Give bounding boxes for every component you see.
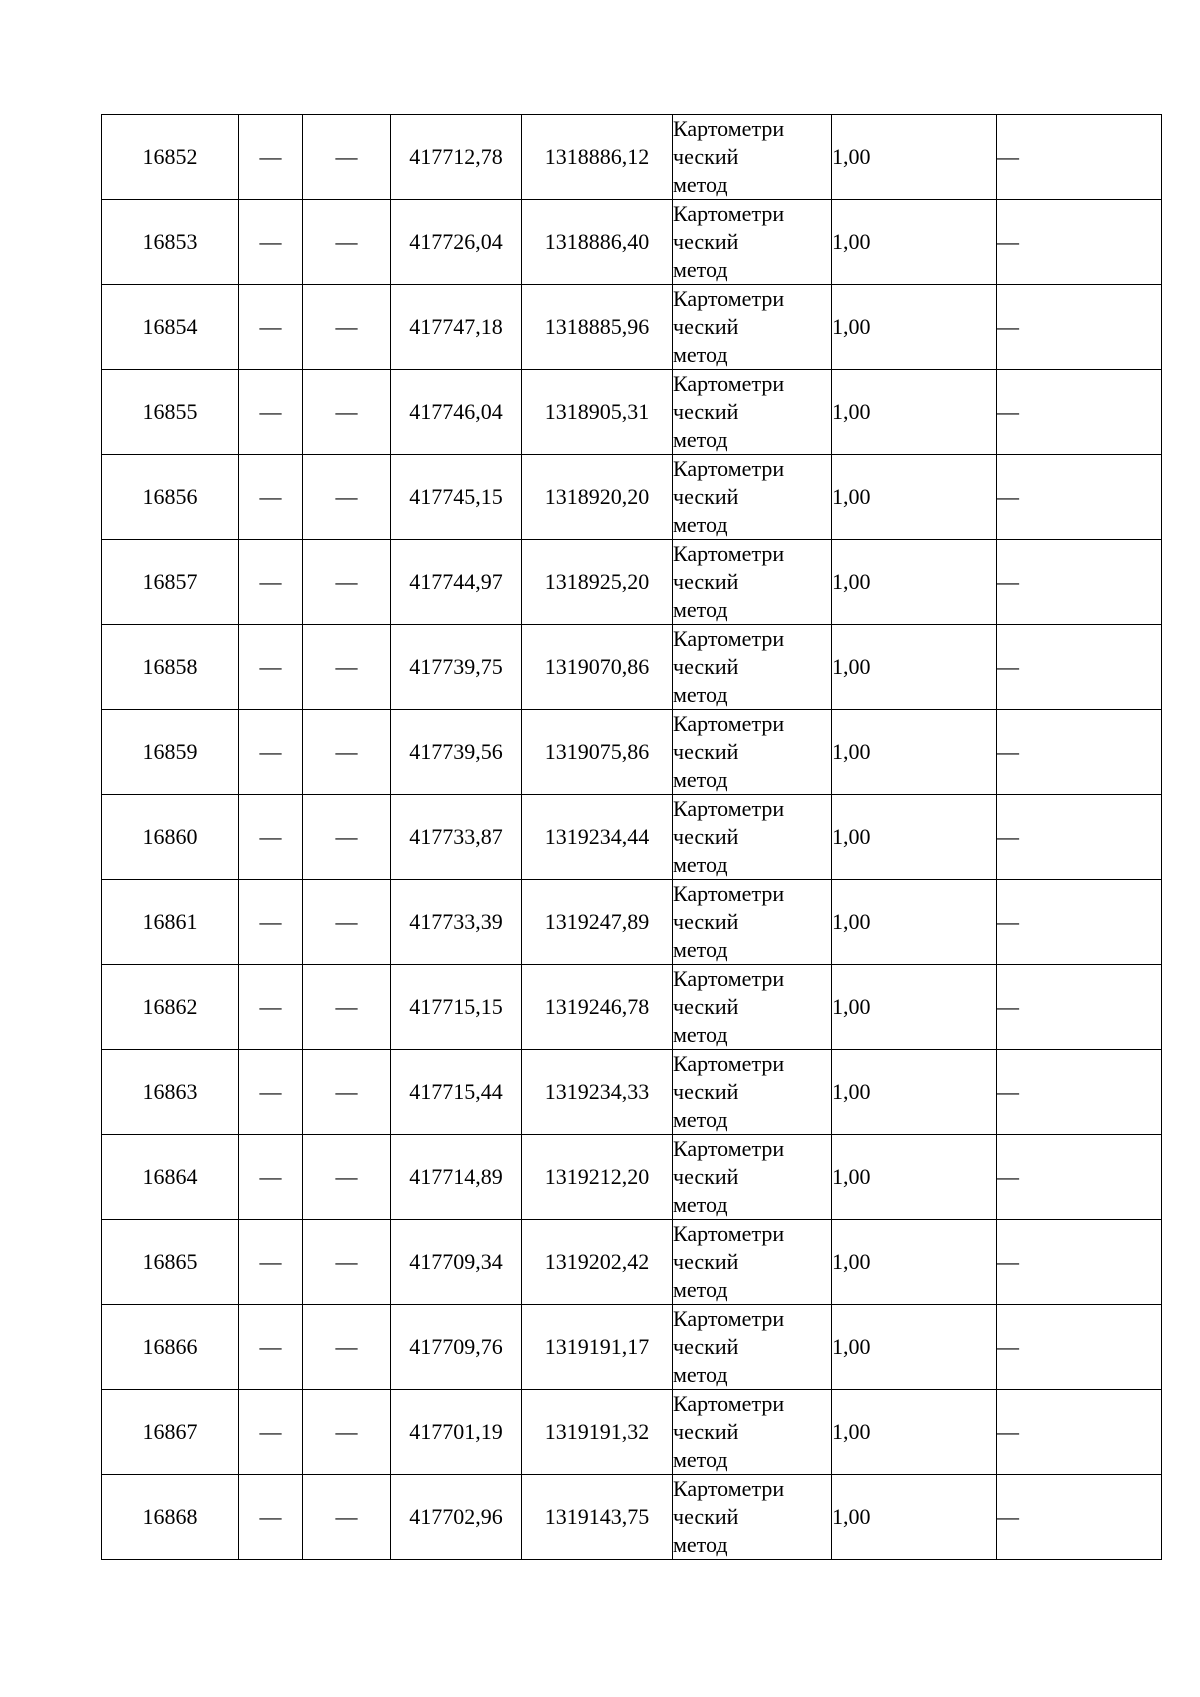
accuracy-cell: 1,00 [832, 455, 997, 540]
coordinate-x-cell: 417746,04 [391, 370, 522, 455]
method-text-line: ческий [673, 824, 739, 849]
method-cell [673, 285, 832, 370]
empty-cell: — [997, 880, 1162, 965]
method-cell [673, 1135, 832, 1220]
empty-cell: — [303, 965, 391, 1050]
method-cell [673, 710, 832, 795]
table-row [102, 370, 1162, 455]
coordinate-y-cell: 1319075,86 [522, 710, 673, 795]
method-text-line: ческий [673, 1079, 739, 1104]
empty-cell: — [239, 1135, 303, 1220]
method-cell [673, 1220, 832, 1305]
accuracy-cell: 1,00 [832, 710, 997, 795]
coordinate-x-cell: 417744,97 [391, 540, 522, 625]
method-text-line: метод [673, 1022, 728, 1047]
coordinate-y-cell: 1319070,86 [522, 625, 673, 710]
coordinate-y-cell: 1319191,32 [522, 1390, 673, 1475]
method-cell [673, 455, 832, 540]
coordinate-y-cell: 1318886,40 [522, 200, 673, 285]
method-text-line: метод [673, 172, 728, 197]
coordinate-y-cell: 1319247,89 [522, 880, 673, 965]
method-text-line: ческий [673, 739, 739, 764]
empty-cell: — [303, 115, 391, 200]
method-cell [673, 625, 832, 710]
method-text-line: Картометри [673, 1476, 785, 1501]
method-cell [673, 1050, 832, 1135]
empty-cell: — [997, 625, 1162, 710]
accuracy-cell: 1,00 [832, 795, 997, 880]
accuracy-cell: 1,00 [832, 880, 997, 965]
empty-cell: — [303, 795, 391, 880]
coordinate-x-cell: 417733,87 [391, 795, 522, 880]
method-text-line: ческий [673, 994, 739, 1019]
coordinate-y-cell: 1318920,20 [522, 455, 673, 540]
empty-cell: — [239, 1475, 303, 1560]
table-row [102, 285, 1162, 370]
method-text-line: метод [673, 1532, 728, 1557]
method-text-line: ческий [673, 1334, 739, 1359]
empty-cell: — [239, 370, 303, 455]
empty-cell: — [239, 1305, 303, 1390]
empty-cell: — [303, 200, 391, 285]
empty-cell: — [239, 115, 303, 200]
coordinate-x-cell: 417702,96 [391, 1475, 522, 1560]
method-text-line: метод [673, 512, 728, 537]
accuracy-cell: 1,00 [832, 1050, 997, 1135]
method-text-line: Картометри [673, 966, 785, 991]
method-text-line: метод [673, 937, 728, 962]
empty-cell: — [303, 1390, 391, 1475]
method-cell [673, 115, 832, 200]
method-cell [673, 965, 832, 1050]
point-number-cell: 16864 [102, 1135, 239, 1220]
empty-cell: — [303, 1305, 391, 1390]
empty-cell: — [997, 710, 1162, 795]
method-text-line: метод [673, 1447, 728, 1472]
empty-cell: — [239, 625, 303, 710]
method-text-line: ческий [673, 484, 739, 509]
table-row [102, 795, 1162, 880]
accuracy-cell: 1,00 [832, 625, 997, 710]
empty-cell: — [239, 880, 303, 965]
method-text-line: ческий [673, 314, 739, 339]
empty-cell: — [239, 1220, 303, 1305]
accuracy-cell: 1,00 [832, 115, 997, 200]
table-row [102, 880, 1162, 965]
empty-cell: — [303, 1475, 391, 1560]
empty-cell: — [239, 1050, 303, 1135]
method-text-line: Картометри [673, 711, 785, 736]
method-cell [673, 795, 832, 880]
point-number-cell: 16853 [102, 200, 239, 285]
table-row [102, 965, 1162, 1050]
point-number-cell: 16861 [102, 880, 239, 965]
empty-cell: — [239, 795, 303, 880]
empty-cell: — [303, 880, 391, 965]
method-cell [673, 1475, 832, 1560]
coordinates-table [101, 114, 1162, 1560]
coordinate-x-cell: 417709,34 [391, 1220, 522, 1305]
method-cell [673, 200, 832, 285]
point-number-cell: 16857 [102, 540, 239, 625]
method-text-line: ческий [673, 229, 739, 254]
method-text-line: метод [673, 257, 728, 282]
empty-cell: — [303, 540, 391, 625]
empty-cell: — [997, 285, 1162, 370]
coordinate-x-cell: 417733,39 [391, 880, 522, 965]
coordinate-y-cell: 1319143,75 [522, 1475, 673, 1560]
table-row [102, 710, 1162, 795]
table-row [102, 540, 1162, 625]
method-text-line: Картометри [673, 1136, 785, 1161]
method-text-line: ческий [673, 569, 739, 594]
coordinate-x-cell: 417701,19 [391, 1390, 522, 1475]
coordinate-x-cell: 417747,18 [391, 285, 522, 370]
table-row [102, 1050, 1162, 1135]
empty-cell: — [303, 285, 391, 370]
method-text-line: Картометри [673, 1051, 785, 1076]
method-text-line: метод [673, 597, 728, 622]
accuracy-cell: 1,00 [832, 1390, 997, 1475]
coordinate-y-cell: 1319202,42 [522, 1220, 673, 1305]
method-text-line: метод [673, 1192, 728, 1217]
method-text-line: метод [673, 852, 728, 877]
method-cell [673, 1390, 832, 1475]
method-text-line: метод [673, 1107, 728, 1132]
method-text-line: метод [673, 342, 728, 367]
method-text-line: ческий [673, 1249, 739, 1274]
method-cell [673, 540, 832, 625]
coordinate-x-cell: 417739,56 [391, 710, 522, 795]
empty-cell: — [997, 115, 1162, 200]
method-cell [673, 370, 832, 455]
method-text-line: ческий [673, 399, 739, 424]
point-number-cell: 16863 [102, 1050, 239, 1135]
empty-cell: — [303, 710, 391, 795]
empty-cell: — [239, 1390, 303, 1475]
table-row [102, 625, 1162, 710]
point-number-cell: 16856 [102, 455, 239, 540]
point-number-cell: 16862 [102, 965, 239, 1050]
method-text-line: метод [673, 427, 728, 452]
empty-cell: — [997, 1475, 1162, 1560]
table-row [102, 1390, 1162, 1475]
point-number-cell: 16868 [102, 1475, 239, 1560]
table-row [102, 1135, 1162, 1220]
coordinate-x-cell: 417714,89 [391, 1135, 522, 1220]
method-text-line: метод [673, 682, 728, 707]
coordinate-y-cell: 1319234,44 [522, 795, 673, 880]
table-row [102, 115, 1162, 200]
point-number-cell: 16852 [102, 115, 239, 200]
empty-cell: — [997, 1305, 1162, 1390]
method-text-line: метод [673, 767, 728, 792]
empty-cell: — [997, 455, 1162, 540]
empty-cell: — [239, 710, 303, 795]
method-text-line: Картометри [673, 456, 785, 481]
accuracy-cell: 1,00 [832, 1475, 997, 1560]
method-cell [673, 1305, 832, 1390]
coordinate-x-cell: 417715,15 [391, 965, 522, 1050]
method-text-line: метод [673, 1362, 728, 1387]
empty-cell: — [303, 370, 391, 455]
empty-cell: — [997, 370, 1162, 455]
empty-cell: — [997, 540, 1162, 625]
point-number-cell: 16866 [102, 1305, 239, 1390]
accuracy-cell: 1,00 [832, 200, 997, 285]
table-body [102, 115, 1162, 1560]
method-text-line: ческий [673, 654, 739, 679]
point-number-cell: 16860 [102, 795, 239, 880]
accuracy-cell: 1,00 [832, 1135, 997, 1220]
method-text-line: Картометри [673, 371, 785, 396]
method-text-line: Картометри [673, 1221, 785, 1246]
coordinate-y-cell: 1319191,17 [522, 1305, 673, 1390]
method-text-line: Картометри [673, 541, 785, 566]
coordinate-x-cell: 417715,44 [391, 1050, 522, 1135]
method-text-line: Картометри [673, 881, 785, 906]
method-text-line: Картометри [673, 796, 785, 821]
empty-cell: — [239, 200, 303, 285]
coordinate-y-cell: 1319212,20 [522, 1135, 673, 1220]
table-row [102, 1475, 1162, 1560]
coordinate-x-cell: 417739,75 [391, 625, 522, 710]
coordinate-x-cell: 417726,04 [391, 200, 522, 285]
method-text-line: Картометри [673, 1306, 785, 1331]
empty-cell: — [997, 200, 1162, 285]
point-number-cell: 16867 [102, 1390, 239, 1475]
empty-cell: — [997, 965, 1162, 1050]
empty-cell: — [303, 1050, 391, 1135]
accuracy-cell: 1,00 [832, 285, 997, 370]
empty-cell: — [303, 1135, 391, 1220]
accuracy-cell: 1,00 [832, 1220, 997, 1305]
empty-cell: — [303, 455, 391, 540]
point-number-cell: 16854 [102, 285, 239, 370]
accuracy-cell: 1,00 [832, 965, 997, 1050]
coordinate-y-cell: 1318886,12 [522, 115, 673, 200]
method-cell [673, 880, 832, 965]
coordinate-x-cell: 417709,76 [391, 1305, 522, 1390]
method-text-line: Картометри [673, 626, 785, 651]
empty-cell: — [303, 1220, 391, 1305]
method-text-line: ческий [673, 1504, 739, 1529]
point-number-cell: 16858 [102, 625, 239, 710]
point-number-cell: 16855 [102, 370, 239, 455]
empty-cell: — [997, 1050, 1162, 1135]
accuracy-cell: 1,00 [832, 1305, 997, 1390]
coordinate-y-cell: 1319246,78 [522, 965, 673, 1050]
method-text-line: Картометри [673, 1391, 785, 1416]
method-text-line: метод [673, 1277, 728, 1302]
method-text-line: ческий [673, 144, 739, 169]
method-text-line: ческий [673, 1164, 739, 1189]
empty-cell: — [239, 455, 303, 540]
method-text-line: Картометри [673, 201, 785, 226]
point-number-cell: 16865 [102, 1220, 239, 1305]
coordinate-y-cell: 1318925,20 [522, 540, 673, 625]
empty-cell: — [997, 1220, 1162, 1305]
point-number-cell: 16859 [102, 710, 239, 795]
coordinate-x-cell: 417712,78 [391, 115, 522, 200]
table-row [102, 1220, 1162, 1305]
method-text-line: ческий [673, 1419, 739, 1444]
empty-cell: — [239, 540, 303, 625]
empty-cell: — [997, 1135, 1162, 1220]
empty-cell: — [997, 1390, 1162, 1475]
empty-cell: — [303, 625, 391, 710]
table-row [102, 1305, 1162, 1390]
empty-cell: — [239, 285, 303, 370]
method-text-line: Картометри [673, 116, 785, 141]
empty-cell: — [997, 795, 1162, 880]
coordinate-x-cell: 417745,15 [391, 455, 522, 540]
coordinate-y-cell: 1318885,96 [522, 285, 673, 370]
empty-cell: — [239, 965, 303, 1050]
method-text-line: Картометри [673, 286, 785, 311]
table-row [102, 455, 1162, 540]
coordinate-y-cell: 1318905,31 [522, 370, 673, 455]
coordinate-y-cell: 1319234,33 [522, 1050, 673, 1135]
method-text-line: ческий [673, 909, 739, 934]
accuracy-cell: 1,00 [832, 540, 997, 625]
accuracy-cell: 1,00 [832, 370, 997, 455]
table-row [102, 200, 1162, 285]
